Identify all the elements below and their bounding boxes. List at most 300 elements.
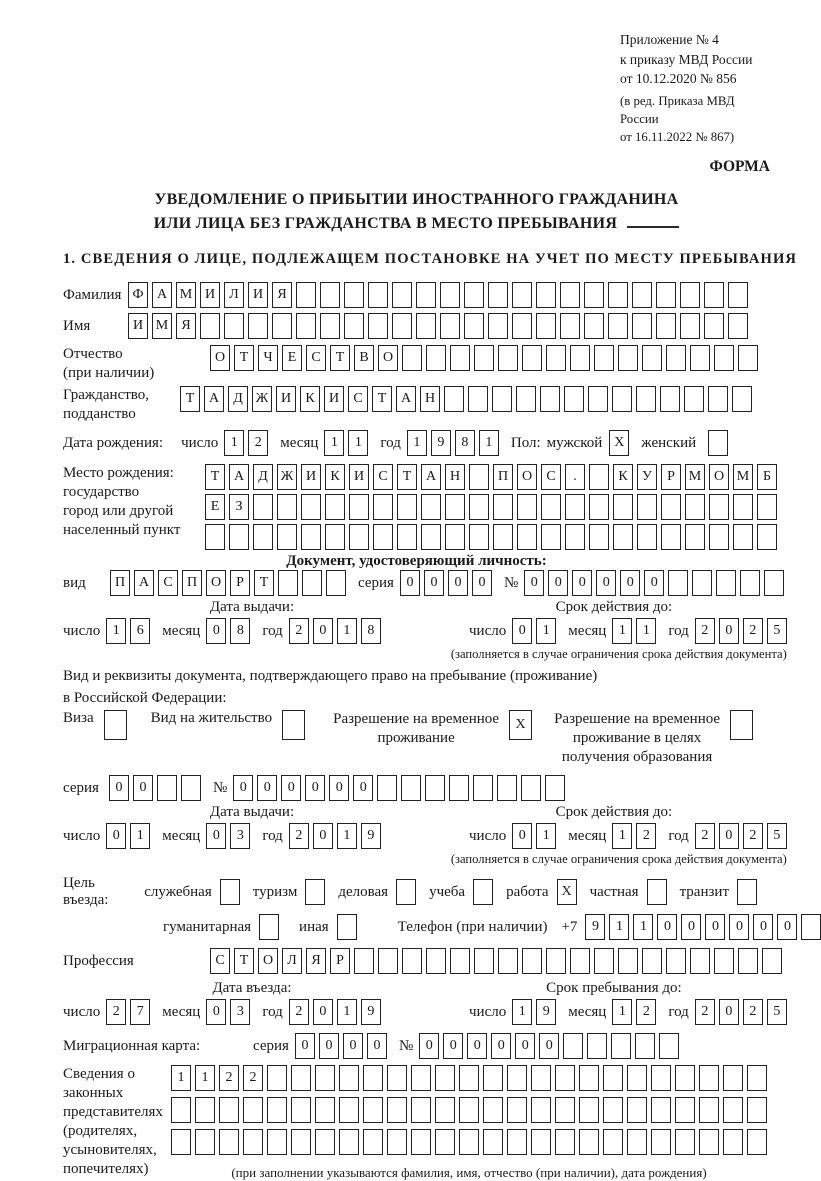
char-cell[interactable]: Л: [224, 282, 244, 308]
char-cell[interactable]: [659, 1033, 679, 1059]
char-cell[interactable]: 0: [353, 775, 373, 801]
char-cell[interactable]: 0: [515, 1033, 535, 1059]
char-cell[interactable]: 9: [361, 823, 381, 849]
char-cell[interactable]: 2: [106, 999, 126, 1025]
char-cell[interactable]: [267, 1129, 287, 1155]
char-cell[interactable]: [661, 524, 681, 550]
char-cell[interactable]: [492, 386, 512, 412]
char-cell[interactable]: [426, 345, 446, 371]
char-cell[interactable]: [801, 914, 821, 940]
char-cell[interactable]: [220, 879, 240, 905]
char-cell[interactable]: Т: [234, 345, 254, 371]
char-cell[interactable]: [315, 1065, 335, 1091]
char-cell[interactable]: 2: [243, 1065, 263, 1091]
char-cell[interactable]: [459, 1129, 479, 1155]
char-cell[interactable]: Т: [234, 948, 254, 974]
char-cell[interactable]: [469, 524, 489, 550]
char-cell[interactable]: [594, 345, 614, 371]
char-cell[interactable]: [435, 1097, 455, 1123]
char-cell[interactable]: 2: [219, 1065, 239, 1091]
char-cell[interactable]: [450, 345, 470, 371]
char-cell[interactable]: [326, 570, 346, 596]
char-cell[interactable]: [507, 1097, 527, 1123]
char-cell[interactable]: [589, 494, 609, 520]
char-cell[interactable]: [171, 1097, 191, 1123]
char-cell[interactable]: [546, 345, 566, 371]
char-cell[interactable]: М: [685, 464, 705, 490]
char-cell[interactable]: [521, 775, 541, 801]
char-cell[interactable]: 0: [319, 1033, 339, 1059]
char-cell[interactable]: [416, 313, 436, 339]
char-cell[interactable]: [411, 1097, 431, 1123]
char-cell[interactable]: [291, 1129, 311, 1155]
char-cell[interactable]: [635, 1033, 655, 1059]
char-cell[interactable]: [344, 313, 364, 339]
char-cell[interactable]: [692, 570, 712, 596]
char-cell[interactable]: 0: [313, 999, 333, 1025]
char-cell[interactable]: 0: [620, 570, 640, 596]
char-cell[interactable]: [708, 386, 728, 412]
char-cell[interactable]: [517, 494, 537, 520]
char-cell[interactable]: [229, 524, 249, 550]
char-cell[interactable]: 0: [719, 999, 739, 1025]
char-cell[interactable]: [570, 948, 590, 974]
char-cell[interactable]: [277, 524, 297, 550]
char-cell[interactable]: [714, 345, 734, 371]
char-cell[interactable]: [627, 1097, 647, 1123]
char-cell[interactable]: [603, 1097, 623, 1123]
char-cell[interactable]: 0: [233, 775, 253, 801]
char-cell[interactable]: 0: [472, 570, 492, 596]
char-cell[interactable]: О: [206, 570, 226, 596]
char-cell[interactable]: [699, 1097, 719, 1123]
char-cell[interactable]: [320, 313, 340, 339]
char-cell[interactable]: 9: [536, 999, 556, 1025]
char-cell[interactable]: [517, 524, 537, 550]
char-cell[interactable]: [555, 1129, 575, 1155]
char-cell[interactable]: [594, 948, 614, 974]
char-cell[interactable]: [738, 345, 758, 371]
char-cell[interactable]: 2: [695, 999, 715, 1025]
char-cell[interactable]: [708, 430, 728, 456]
char-cell[interactable]: [541, 494, 561, 520]
char-cell[interactable]: О: [258, 948, 278, 974]
char-cell[interactable]: [732, 386, 752, 412]
char-cell[interactable]: 1: [348, 430, 368, 456]
char-cell[interactable]: Е: [282, 345, 302, 371]
char-cell[interactable]: [464, 282, 484, 308]
char-cell[interactable]: 0: [548, 570, 568, 596]
char-cell[interactable]: [497, 775, 517, 801]
char-cell[interactable]: 1: [479, 430, 499, 456]
char-cell[interactable]: А: [204, 386, 224, 412]
char-cell[interactable]: Я: [306, 948, 326, 974]
char-cell[interactable]: 0: [295, 1033, 315, 1059]
char-cell[interactable]: [570, 345, 590, 371]
char-cell[interactable]: 5: [767, 999, 787, 1025]
char-cell[interactable]: [546, 948, 566, 974]
char-cell[interactable]: 1: [130, 823, 150, 849]
char-cell[interactable]: 2: [695, 823, 715, 849]
char-cell[interactable]: О: [517, 464, 537, 490]
char-cell[interactable]: [459, 1065, 479, 1091]
char-cell[interactable]: [349, 494, 369, 520]
char-cell[interactable]: [267, 1065, 287, 1091]
char-cell[interactable]: [401, 775, 421, 801]
char-cell[interactable]: [474, 345, 494, 371]
char-cell[interactable]: [219, 1129, 239, 1155]
char-cell[interactable]: 1: [612, 823, 632, 849]
char-cell[interactable]: [253, 494, 273, 520]
char-cell[interactable]: [301, 494, 321, 520]
char-cell[interactable]: [435, 1065, 455, 1091]
char-cell[interactable]: [337, 914, 357, 940]
char-cell[interactable]: [512, 313, 532, 339]
char-cell[interactable]: [541, 524, 561, 550]
char-cell[interactable]: 2: [636, 999, 656, 1025]
char-cell[interactable]: [642, 948, 662, 974]
char-cell[interactable]: 0: [367, 1033, 387, 1059]
char-cell[interactable]: 1: [536, 618, 556, 644]
char-cell[interactable]: [680, 282, 700, 308]
char-cell[interactable]: X: [509, 710, 532, 740]
char-cell[interactable]: [685, 524, 705, 550]
char-cell[interactable]: [444, 386, 464, 412]
char-cell[interactable]: [387, 1097, 407, 1123]
char-cell[interactable]: Л: [282, 948, 302, 974]
char-cell[interactable]: Т: [205, 464, 225, 490]
char-cell[interactable]: М: [152, 313, 172, 339]
char-cell[interactable]: 0: [719, 618, 739, 644]
char-cell[interactable]: 1: [609, 914, 629, 940]
char-cell[interactable]: [764, 570, 784, 596]
char-cell[interactable]: А: [152, 282, 172, 308]
char-cell[interactable]: [339, 1129, 359, 1155]
char-cell[interactable]: Ф: [128, 282, 148, 308]
char-cell[interactable]: 0: [343, 1033, 363, 1059]
char-cell[interactable]: Е: [205, 494, 225, 520]
char-cell[interactable]: 1: [636, 618, 656, 644]
char-cell[interactable]: У: [637, 464, 657, 490]
char-cell[interactable]: [738, 948, 758, 974]
char-cell[interactable]: [339, 1065, 359, 1091]
char-cell[interactable]: 0: [512, 823, 532, 849]
char-cell[interactable]: П: [182, 570, 202, 596]
char-cell[interactable]: [723, 1097, 743, 1123]
char-cell[interactable]: [449, 775, 469, 801]
char-cell[interactable]: [296, 282, 316, 308]
char-cell[interactable]: 2: [289, 618, 309, 644]
char-cell[interactable]: А: [229, 464, 249, 490]
char-cell[interactable]: 0: [206, 823, 226, 849]
char-cell[interactable]: М: [176, 282, 196, 308]
char-cell[interactable]: 9: [585, 914, 605, 940]
char-cell[interactable]: [560, 282, 580, 308]
char-cell[interactable]: [387, 1065, 407, 1091]
char-cell[interactable]: [325, 524, 345, 550]
char-cell[interactable]: [435, 1129, 455, 1155]
char-cell[interactable]: [632, 282, 652, 308]
char-cell[interactable]: [627, 1065, 647, 1091]
char-cell[interactable]: К: [325, 464, 345, 490]
char-cell[interactable]: [563, 1033, 583, 1059]
char-cell[interactable]: 0: [419, 1033, 439, 1059]
char-cell[interactable]: О: [709, 464, 729, 490]
char-cell[interactable]: 0: [572, 570, 592, 596]
char-cell[interactable]: Ж: [277, 464, 297, 490]
char-cell[interactable]: [642, 345, 662, 371]
char-cell[interactable]: [716, 570, 736, 596]
char-cell[interactable]: [666, 345, 686, 371]
char-cell[interactable]: 3: [230, 999, 250, 1025]
char-cell[interactable]: [728, 313, 748, 339]
char-cell[interactable]: Н: [445, 464, 465, 490]
char-cell[interactable]: [733, 524, 753, 550]
char-cell[interactable]: [104, 710, 127, 740]
char-cell[interactable]: К: [300, 386, 320, 412]
char-cell[interactable]: [296, 313, 316, 339]
char-cell[interactable]: О: [210, 345, 230, 371]
char-cell[interactable]: [555, 1065, 575, 1091]
char-cell[interactable]: [647, 879, 667, 905]
char-cell[interactable]: [536, 282, 556, 308]
char-cell[interactable]: [709, 494, 729, 520]
char-cell[interactable]: Я: [272, 282, 292, 308]
char-cell[interactable]: Т: [180, 386, 200, 412]
char-cell[interactable]: 5: [767, 618, 787, 644]
char-cell[interactable]: [627, 1129, 647, 1155]
char-cell[interactable]: 0: [657, 914, 677, 940]
char-cell[interactable]: [651, 1065, 671, 1091]
char-cell[interactable]: [560, 313, 580, 339]
char-cell[interactable]: [555, 1097, 575, 1123]
char-cell[interactable]: П: [110, 570, 130, 596]
char-cell[interactable]: [378, 948, 398, 974]
char-cell[interactable]: [637, 494, 657, 520]
char-cell[interactable]: 0: [705, 914, 725, 940]
char-cell[interactable]: .: [565, 464, 585, 490]
char-cell[interactable]: [699, 1129, 719, 1155]
char-cell[interactable]: 0: [281, 775, 301, 801]
char-cell[interactable]: Ч: [258, 345, 278, 371]
char-cell[interactable]: [377, 775, 397, 801]
char-cell[interactable]: [498, 345, 518, 371]
char-cell[interactable]: 8: [455, 430, 475, 456]
char-cell[interactable]: [315, 1097, 335, 1123]
char-cell[interactable]: [637, 524, 657, 550]
char-cell[interactable]: [636, 386, 656, 412]
char-cell[interactable]: [589, 464, 609, 490]
char-cell[interactable]: Р: [661, 464, 681, 490]
char-cell[interactable]: 0: [400, 570, 420, 596]
char-cell[interactable]: М: [733, 464, 753, 490]
char-cell[interactable]: [248, 313, 268, 339]
char-cell[interactable]: 0: [512, 618, 532, 644]
char-cell[interactable]: [459, 1097, 479, 1123]
char-cell[interactable]: [483, 1097, 503, 1123]
char-cell[interactable]: [545, 775, 565, 801]
char-cell[interactable]: 1: [224, 430, 244, 456]
char-cell[interactable]: [195, 1129, 215, 1155]
char-cell[interactable]: 0: [681, 914, 701, 940]
char-cell[interactable]: [243, 1097, 263, 1123]
char-cell[interactable]: [531, 1129, 551, 1155]
char-cell[interactable]: Т: [330, 345, 350, 371]
char-cell[interactable]: [618, 345, 638, 371]
char-cell[interactable]: [680, 313, 700, 339]
char-cell[interactable]: [565, 494, 585, 520]
char-cell[interactable]: [282, 710, 305, 740]
char-cell[interactable]: [488, 313, 508, 339]
char-cell[interactable]: [483, 1129, 503, 1155]
char-cell[interactable]: 0: [491, 1033, 511, 1059]
char-cell[interactable]: [668, 570, 688, 596]
char-cell[interactable]: [272, 313, 292, 339]
char-cell[interactable]: [397, 494, 417, 520]
char-cell[interactable]: [723, 1065, 743, 1091]
char-cell[interactable]: [661, 494, 681, 520]
char-cell[interactable]: [411, 1065, 431, 1091]
char-cell[interactable]: [464, 313, 484, 339]
char-cell[interactable]: 2: [695, 618, 715, 644]
char-cell[interactable]: С: [306, 345, 326, 371]
char-cell[interactable]: 1: [512, 999, 532, 1025]
char-cell[interactable]: [584, 282, 604, 308]
char-cell[interactable]: [488, 282, 508, 308]
char-cell[interactable]: [656, 313, 676, 339]
char-cell[interactable]: [392, 282, 412, 308]
char-cell[interactable]: С: [210, 948, 230, 974]
char-cell[interactable]: 0: [313, 823, 333, 849]
char-cell[interactable]: [363, 1097, 383, 1123]
char-cell[interactable]: [363, 1065, 383, 1091]
char-cell[interactable]: [278, 570, 298, 596]
char-cell[interactable]: [660, 386, 680, 412]
char-cell[interactable]: [392, 313, 412, 339]
char-cell[interactable]: [507, 1065, 527, 1091]
char-cell[interactable]: 0: [206, 999, 226, 1025]
char-cell[interactable]: [632, 313, 652, 339]
char-cell[interactable]: [416, 282, 436, 308]
char-cell[interactable]: [507, 1129, 527, 1155]
char-cell[interactable]: [421, 524, 441, 550]
char-cell[interactable]: [587, 1033, 607, 1059]
char-cell[interactable]: Б: [757, 464, 777, 490]
char-cell[interactable]: И: [349, 464, 369, 490]
char-cell[interactable]: 1: [337, 999, 357, 1025]
char-cell[interactable]: [349, 524, 369, 550]
char-cell[interactable]: С: [541, 464, 561, 490]
char-cell[interactable]: [181, 775, 201, 801]
char-cell[interactable]: [219, 1097, 239, 1123]
char-cell[interactable]: П: [493, 464, 513, 490]
char-cell[interactable]: Т: [397, 464, 417, 490]
char-cell[interactable]: [259, 914, 279, 940]
char-cell[interactable]: И: [301, 464, 321, 490]
char-cell[interactable]: [675, 1097, 695, 1123]
char-cell[interactable]: [584, 313, 604, 339]
char-cell[interactable]: И: [248, 282, 268, 308]
char-cell[interactable]: [613, 524, 633, 550]
char-cell[interactable]: [565, 524, 585, 550]
char-cell[interactable]: 1: [324, 430, 344, 456]
char-cell[interactable]: [728, 282, 748, 308]
char-cell[interactable]: 7: [130, 999, 150, 1025]
char-cell[interactable]: 0: [777, 914, 797, 940]
char-cell[interactable]: [354, 948, 374, 974]
char-cell[interactable]: Д: [253, 464, 273, 490]
char-cell[interactable]: 1: [612, 999, 632, 1025]
char-cell[interactable]: И: [276, 386, 296, 412]
char-cell[interactable]: [684, 386, 704, 412]
char-cell[interactable]: [368, 313, 388, 339]
char-cell[interactable]: 3: [230, 823, 250, 849]
char-cell[interactable]: [291, 1097, 311, 1123]
char-cell[interactable]: А: [134, 570, 154, 596]
char-cell[interactable]: [522, 948, 542, 974]
char-cell[interactable]: [373, 494, 393, 520]
char-cell[interactable]: 0: [443, 1033, 463, 1059]
char-cell[interactable]: [536, 313, 556, 339]
char-cell[interactable]: 1: [195, 1065, 215, 1091]
char-cell[interactable]: [339, 1097, 359, 1123]
char-cell[interactable]: [747, 1065, 767, 1091]
char-cell[interactable]: 2: [289, 999, 309, 1025]
char-cell[interactable]: 0: [424, 570, 444, 596]
char-cell[interactable]: [685, 494, 705, 520]
char-cell[interactable]: К: [613, 464, 633, 490]
char-cell[interactable]: [603, 1065, 623, 1091]
char-cell[interactable]: [733, 494, 753, 520]
char-cell[interactable]: [411, 1129, 431, 1155]
char-cell[interactable]: [253, 524, 273, 550]
char-cell[interactable]: [540, 386, 560, 412]
char-cell[interactable]: [651, 1097, 671, 1123]
char-cell[interactable]: 0: [644, 570, 664, 596]
char-cell[interactable]: Р: [330, 948, 350, 974]
char-cell[interactable]: 9: [361, 999, 381, 1025]
char-cell[interactable]: [675, 1065, 695, 1091]
char-cell[interactable]: [445, 494, 465, 520]
char-cell[interactable]: 9: [431, 430, 451, 456]
char-cell[interactable]: [397, 524, 417, 550]
char-cell[interactable]: 1: [337, 823, 357, 849]
char-cell[interactable]: 0: [305, 775, 325, 801]
char-cell[interactable]: С: [373, 464, 393, 490]
char-cell[interactable]: [522, 345, 542, 371]
char-cell[interactable]: [493, 494, 513, 520]
char-cell[interactable]: 0: [539, 1033, 559, 1059]
char-cell[interactable]: Т: [254, 570, 274, 596]
char-cell[interactable]: 0: [257, 775, 277, 801]
char-cell[interactable]: [205, 524, 225, 550]
char-cell[interactable]: [498, 948, 518, 974]
char-cell[interactable]: 0: [109, 775, 129, 801]
char-cell[interactable]: [589, 524, 609, 550]
char-cell[interactable]: [723, 1129, 743, 1155]
char-cell[interactable]: [608, 313, 628, 339]
char-cell[interactable]: [474, 948, 494, 974]
char-cell[interactable]: [396, 879, 416, 905]
char-cell[interactable]: [469, 494, 489, 520]
char-cell[interactable]: [512, 282, 532, 308]
char-cell[interactable]: X: [609, 430, 629, 456]
char-cell[interactable]: [757, 524, 777, 550]
char-cell[interactable]: [709, 524, 729, 550]
char-cell[interactable]: [445, 524, 465, 550]
char-cell[interactable]: [421, 494, 441, 520]
char-cell[interactable]: [302, 570, 322, 596]
